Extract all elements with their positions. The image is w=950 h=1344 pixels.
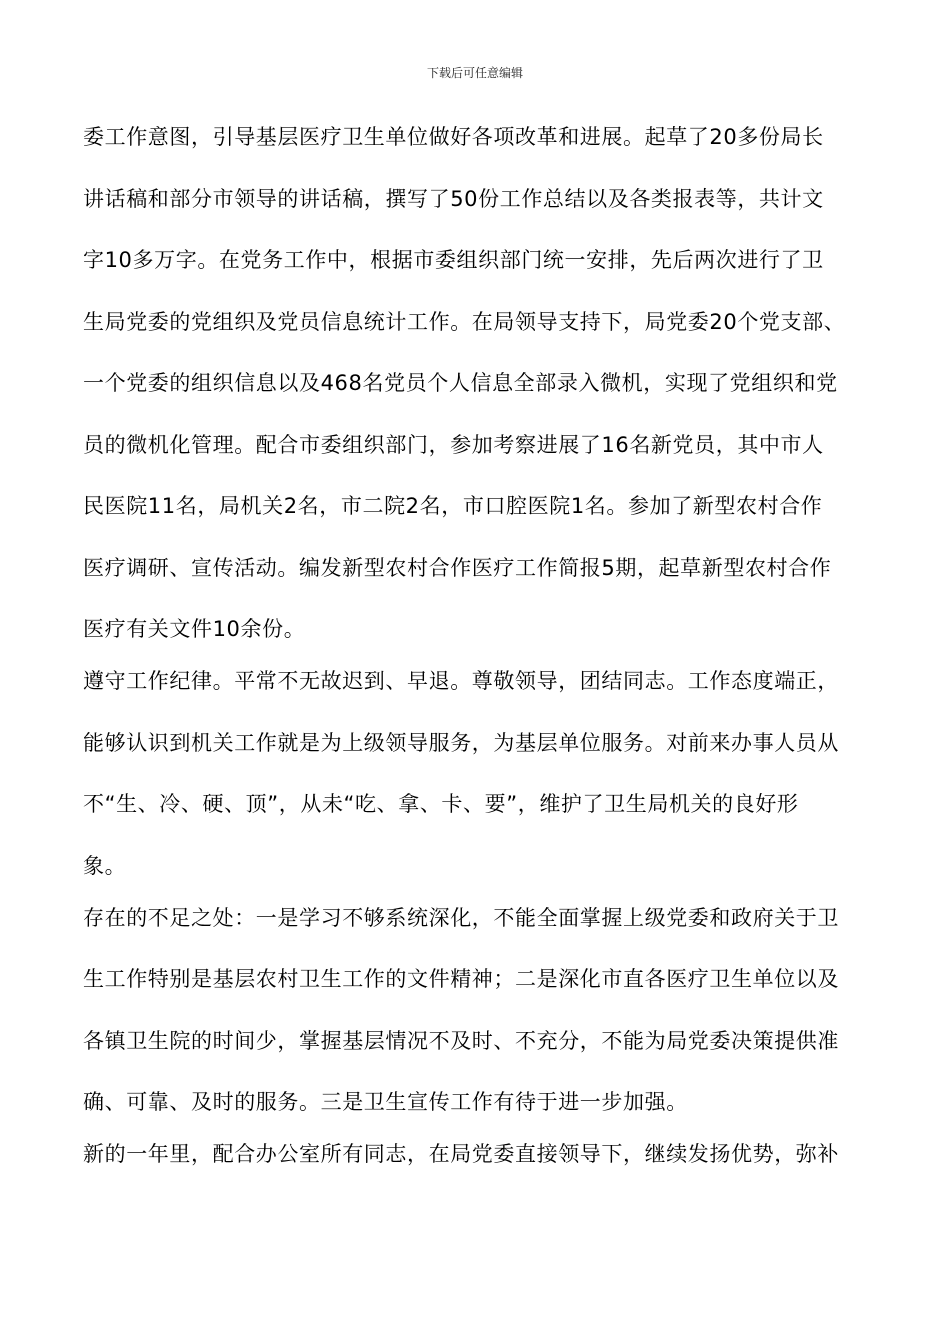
text-line: 一个党委的组织信息以及468名党员个人信息全部录入微机，实现了党组织和党: [83, 371, 838, 395]
paragraph-work-summary: [83, 114, 873, 658]
text-line: 不“生、冷、硬、顶”，从未“吃、拿、卡、要”，维护了卫生局机关的良好形: [83, 792, 799, 816]
text-line: 确、可靠、及时的服务。三是卫生宣传工作有待于进一步加强。: [83, 1090, 688, 1114]
text-line: 生局党委的党组织及党员信息统计工作。在局领导支持下，局党委20个党支部、: [83, 309, 846, 334]
text-line: 遵守工作纪律。平常不无故迟到、早退。尊敬领导，团结同志。工作态度端正，: [83, 669, 839, 693]
paragraph-work-discipline: [83, 658, 873, 895]
text-line: 员的微机化管理。配合市委组织部门，参加考察进展了16名新党员，其中市人: [83, 432, 824, 457]
text-line: 医疗有关文件10余份。: [83, 617, 306, 641]
text-line: 委工作意图，引导基层医疗卫生单位做好各项改革和进展。起草了20多份局长: [83, 125, 824, 149]
text-line: 新的一年里，配合办公室所有同志，在局党委直接领导下，继续发扬优势，弥补: [83, 1142, 839, 1166]
text-line: 象。: [83, 853, 127, 878]
text-line: 存在的不足之处：一是学习不够系统深化，不能全面掌握上级党委和政府关于卫: [83, 905, 839, 930]
document-body: [83, 114, 873, 1193]
text-line: 医疗调研、宣传活动。编发新型农村合作医疗工作简报5期，起草新型农村合作: [83, 555, 832, 580]
paragraph-shortcomings: [83, 895, 873, 1132]
text-line: 民医院11名，局机关2名，市二院2名，市口腔医院1名。参加了新型农村合作: [83, 494, 823, 518]
text-line: 字10多万字。在党务工作中，根据市委组织部门统一安排，先后两次进行了卫: [83, 248, 824, 272]
page-header: 下载后可任意编辑: [426, 66, 523, 80]
text-line: 各镇卫生院的时间少，掌握基层情况不及时、不充分，不能为局党委决策提供准: [83, 1028, 839, 1053]
text-line: 讲话稿和部分市领导的讲话稿，撰写了50份工作总结以及各类报表等，共计文: [83, 186, 824, 211]
paragraph-new-year-plan: [83, 1131, 873, 1193]
text-line: 能够认识到机关工作就是为上级领导服务，为基层单位服务。对前来办事人员从: [83, 730, 839, 755]
text-line: 生工作特别是基层农村卫生工作的文件精神；二是深化市直各医疗卫生单位以及: [83, 967, 839, 991]
